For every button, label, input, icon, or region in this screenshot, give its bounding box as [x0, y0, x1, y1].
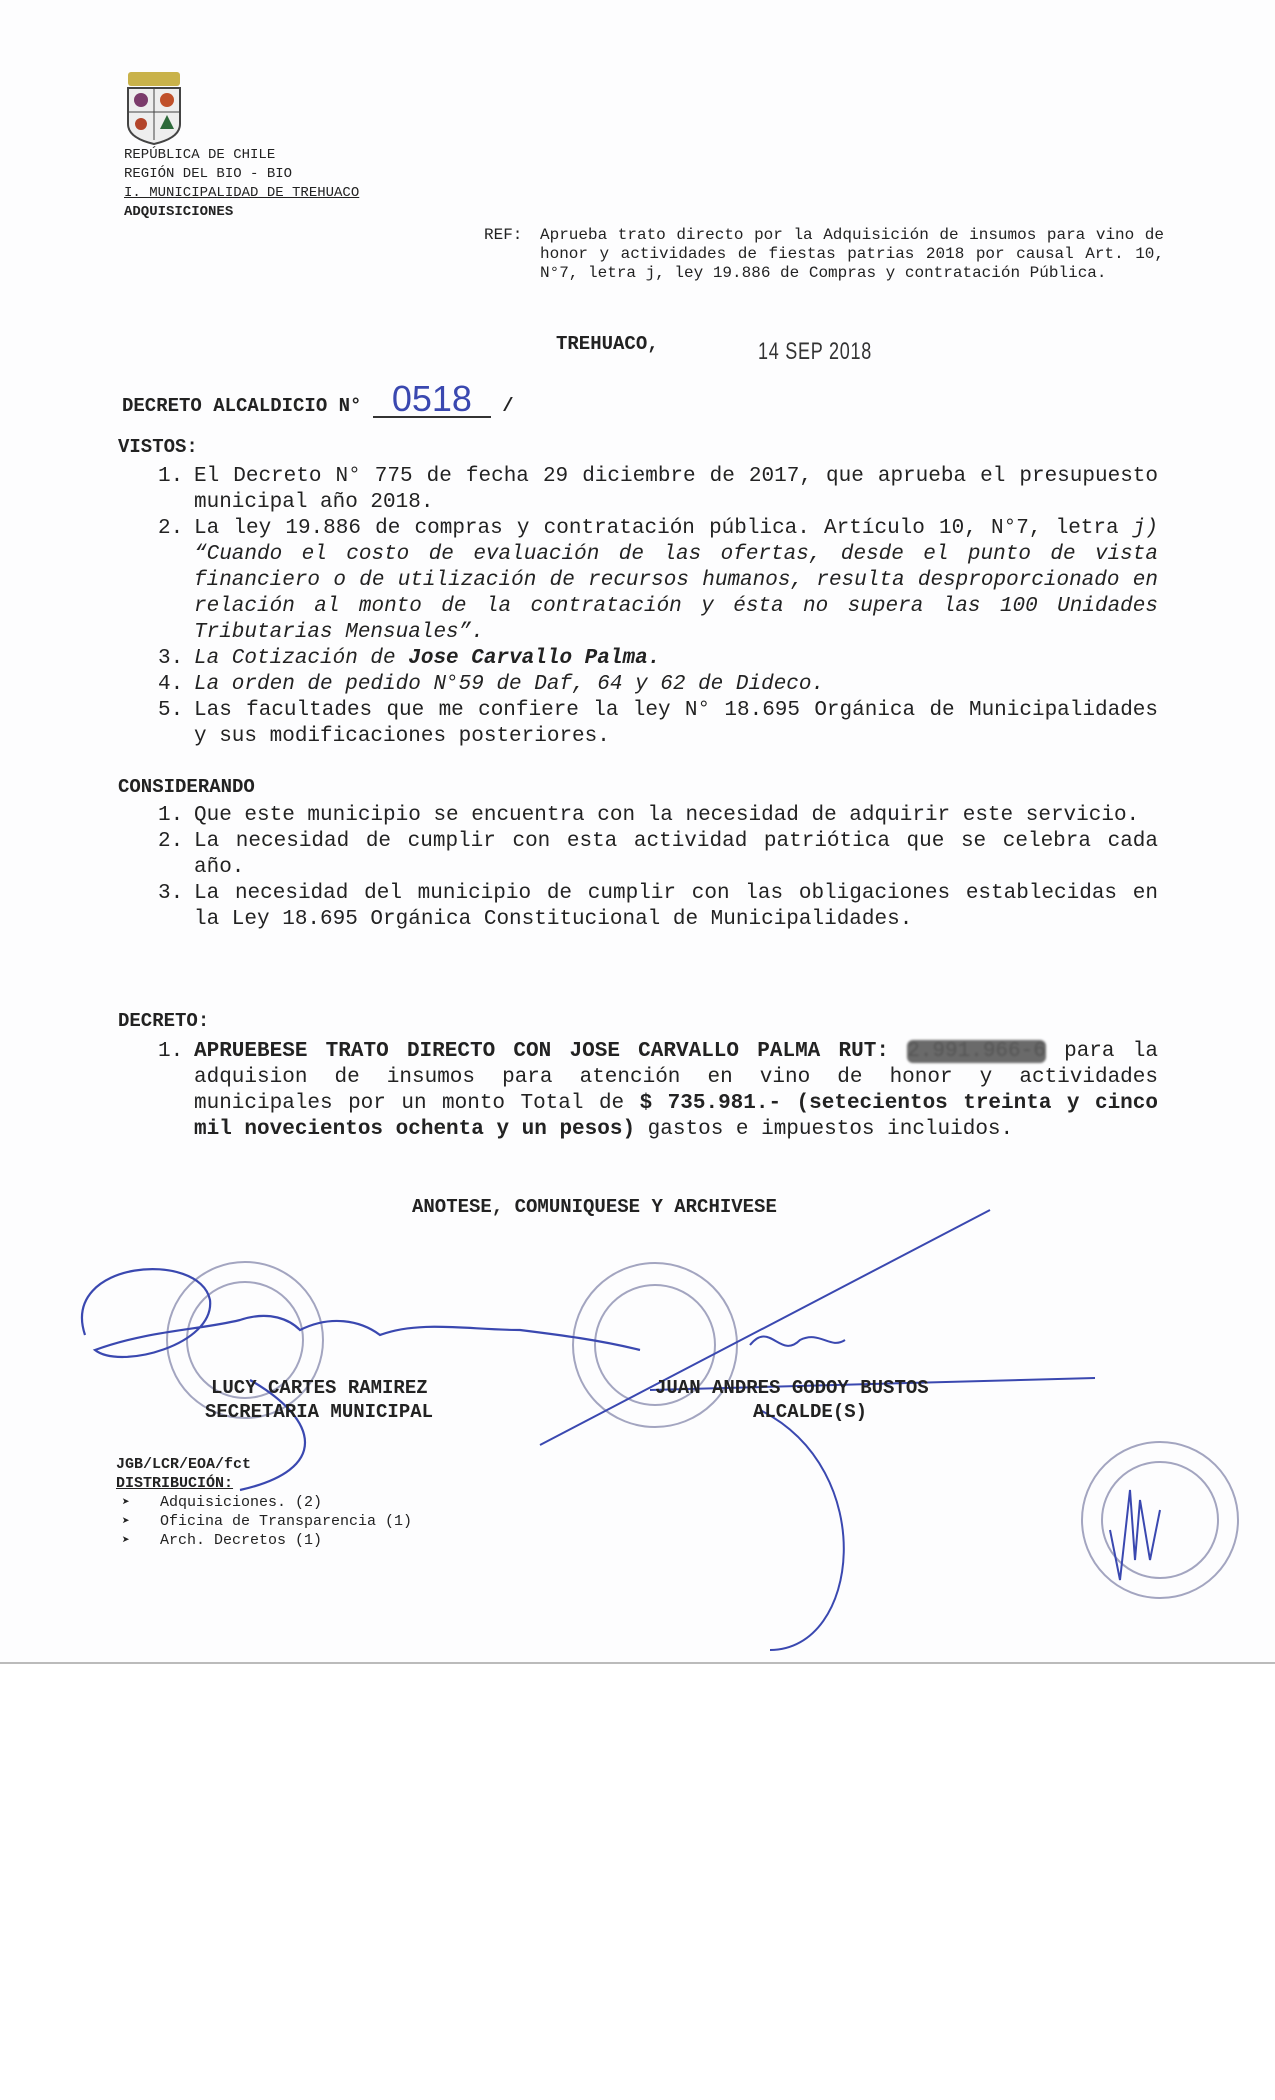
considerando-list — [158, 803, 1158, 933]
list-item — [158, 829, 1158, 881]
closing-formula: ANOTESE, COMUNIQUESE Y ARCHIVESE — [412, 1196, 777, 1218]
list-item — [158, 698, 1158, 750]
letterhead-line: REGIÓN DEL BIO - BIO — [124, 166, 293, 182]
arrow-bullet-icon: ➤ — [122, 1495, 130, 1510]
signatory-name: JUAN ANDRES GODOY BUSTOS — [655, 1377, 929, 1399]
list-item — [158, 672, 1158, 698]
item-text — [194, 516, 1158, 646]
amount-text: $ 735.981.- (setecientos treinta y cinco mil novecientos ochenta y un pesos) — [194, 1092, 1158, 1141]
decree-number: 0518 — [373, 382, 491, 418]
stamp-control — [1082, 1442, 1238, 1598]
signatory-role: SECRETARIA MUNICIPAL — [205, 1401, 434, 1423]
initials: JGB/LCR/EOA/fct — [116, 1456, 252, 1473]
decree-slash: / — [502, 395, 514, 417]
rut-redacted: 2.991.966-6 — [907, 1040, 1046, 1063]
distribution-title: DISTRIBUCIÓN: — [116, 1475, 234, 1492]
ref-label: REF: — [484, 226, 523, 244]
arrow-bullet-icon: ➤ — [122, 1514, 130, 1529]
decreto-heading: DECRETO: — [118, 1010, 210, 1032]
item-text: La necesidad de cumplir con esta actividad patriótica que se celebra cada año. — [194, 830, 1158, 879]
signature-control — [1110, 1490, 1160, 1580]
distribution-block — [116, 1455, 412, 1550]
distribution-text: Adquisiciones. (2) — [160, 1494, 323, 1511]
item-number: 4. — [158, 673, 184, 696]
decree-label: DECRETO ALCALDICIO N° — [122, 395, 362, 417]
distribution-text: Arch. Decretos (1) — [160, 1532, 323, 1549]
item-text: Las facultades que me confiere la ley N° 18.695 Orgánica de Municipalidades y sus modificaciones posteriores. — [194, 699, 1158, 748]
vistos-list — [158, 464, 1158, 750]
coat-of-arms-logo — [128, 72, 180, 144]
item-text-plain: La Cotización de — [194, 647, 409, 670]
distribution-text: Oficina de Transparencia (1) — [160, 1513, 413, 1530]
decree-number-line — [122, 378, 514, 419]
list-item — [158, 803, 1158, 829]
distribution-item — [116, 1531, 412, 1550]
item-text: El Decreto N° 775 de fecha 29 diciembre de 2017, que aprueba el presupuesto municipal año 2018. — [194, 465, 1158, 514]
approval-text: APRUEBESE TRATO DIRECTO CON JOSE CARVALLO PALMA RUT: — [194, 1040, 908, 1063]
distribution-item — [116, 1512, 412, 1531]
list-item — [158, 646, 1158, 672]
ref-text: Aprueba trato directo por la Adquisición de insumos para vino de honor y actividades de fiestas patrias 2018 por causal Art. 10, N°7, letra j, ley 19.886 de Compras y contratación Pública. — [540, 226, 1164, 282]
signatory-role: ALCALDE(S) — [753, 1401, 868, 1423]
vistos-heading: VISTOS: — [118, 436, 198, 458]
list-item — [158, 516, 1158, 646]
letterhead-line: REPÚBLICA DE CHILE — [124, 147, 276, 163]
distribution-item — [116, 1493, 412, 1512]
item-text-quote: j) “Cuando el costo de evaluación de las ofertas, desde el punto de vista financiero o de utilización de recursos humanos, resulta desproporcionado en relación al monto de la contratación y ésta no supera las 100 Unidades Tributarias Mensuales”. — [194, 517, 1158, 644]
item-text: La necesidad del municipio de cumplir con las obligaciones establecidas en la Ley 18.695 Orgánica Constitucional de Municipalidades. — [194, 882, 1158, 931]
item-number: 1. — [158, 1040, 184, 1063]
item-text: La orden de pedido N°59 de Daf, 64 y 62 de Dideco. — [194, 673, 825, 696]
considerando-heading: CONSIDERANDO — [118, 776, 255, 798]
department-label: ADQUISICIONES — [124, 204, 234, 220]
signature-alcalde — [540, 1210, 1095, 1650]
item-text-plain: La ley 19.886 de compras y contratación pública. Artículo 10, N°7, letra — [194, 517, 1133, 540]
item-text — [194, 1039, 1158, 1143]
item-number: 5. — [158, 699, 184, 722]
item-text-plain: para la adquision de insumos para atención en vino de honor y actividades municipales por un monto Total de — [194, 1040, 1158, 1115]
decreto-list — [158, 1039, 1158, 1143]
letterhead-line: I. MUNICIPALIDAD DE TREHUACO — [124, 185, 360, 201]
item-number: 2. — [158, 517, 184, 540]
signatory-name: LUCY CARTES RAMIREZ — [211, 1377, 428, 1399]
letterhead — [124, 146, 359, 222]
signatory-alcalde — [655, 1376, 929, 1424]
item-text — [194, 646, 1158, 672]
item-text: Que este municipio se encuentra con la necesidad de adquirir este servicio. — [194, 804, 1140, 827]
item-number: 1. — [158, 804, 184, 827]
supplier-name: Jose Carvallo Palma. — [408, 647, 661, 670]
date-stamp: 14 SEP 2018 — [758, 338, 873, 365]
item-number: 1. — [158, 465, 184, 488]
place-label: TREHUACO, — [556, 333, 659, 355]
item-text-plain: gastos e impuestos incluidos. — [635, 1118, 1014, 1141]
item-number: 3. — [158, 882, 184, 905]
list-item — [158, 1039, 1158, 1143]
item-number: 3. — [158, 647, 184, 670]
arrow-bullet-icon: ➤ — [122, 1533, 130, 1548]
list-item — [158, 881, 1158, 933]
signatory-secretaria — [205, 1376, 433, 1424]
item-number: 2. — [158, 830, 184, 853]
distribution-list — [116, 1493, 412, 1550]
reference-block — [484, 226, 1164, 283]
list-item — [158, 464, 1158, 516]
